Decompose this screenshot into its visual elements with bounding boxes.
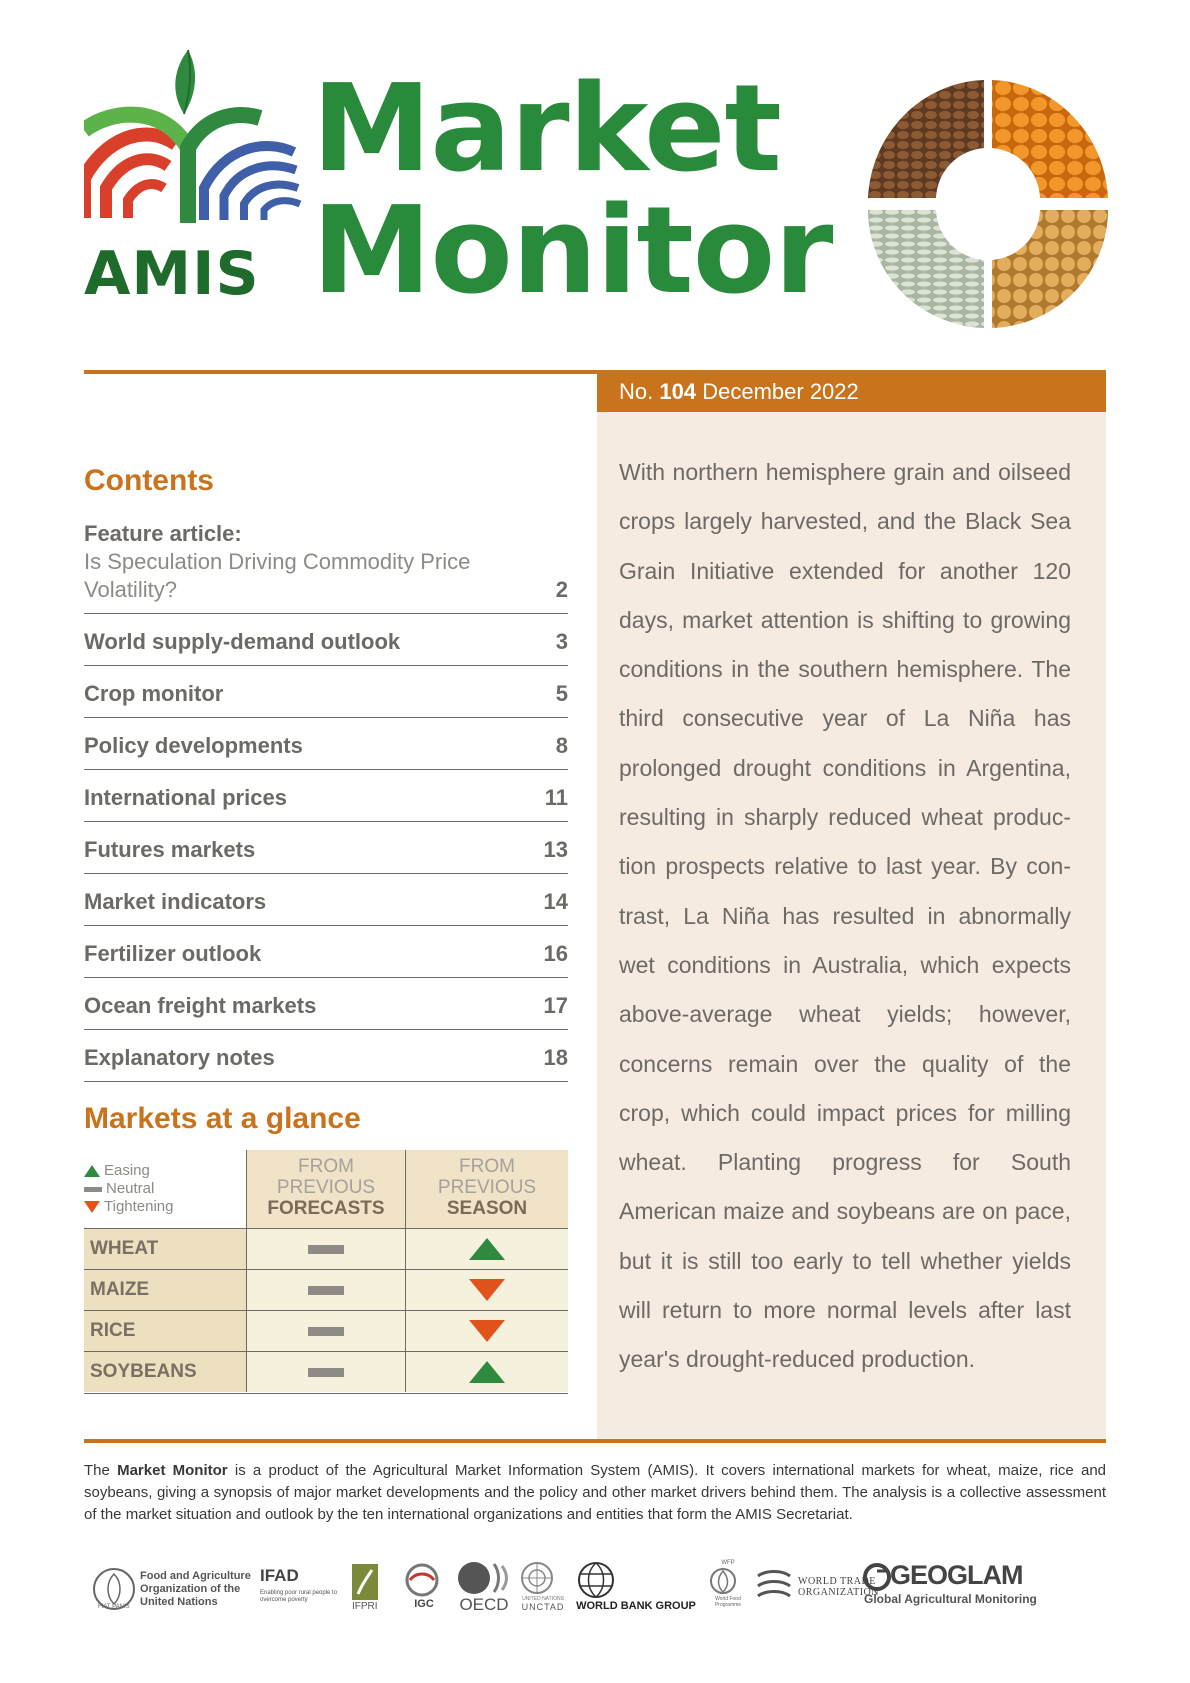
toc-item-page: 8 (555, 733, 568, 758)
neutral-icon (308, 1368, 344, 1377)
legend-tightening: Tightening (104, 1198, 174, 1215)
tightening-icon (469, 1279, 505, 1301)
season-indicator-cell (406, 1229, 568, 1269)
glance-row-maize (84, 1269, 568, 1310)
toc-item-title: Futures markets (84, 837, 256, 862)
season-indicator-cell (406, 1352, 568, 1392)
contents-heading: Contents (84, 464, 214, 497)
toc-item-title: Crop monitor (84, 681, 224, 706)
igc-logo[interactable] (404, 1562, 444, 1610)
forecast-indicator-cell (246, 1270, 406, 1310)
toc-item[interactable] (84, 770, 568, 822)
glance-row-soybeans (84, 1351, 568, 1392)
ifad-tagline: Enabling poor rural people to overcome poverty (260, 1590, 338, 1603)
world-bank-name: WORLD BANK GROUP (576, 1600, 696, 1612)
intro-text: With northern hemisphere grain and oilseed crops largely harvested, and the Black Sea Grain Initiative extended for another 120 days, market attention is shifting to growing conditions in the southern hemisphere. The third consecutive year of La Niña has prolonged drought conditions in Argentina, resulting in sharply reduced wheat production prospects relative to last year. By contrast, La Niña has resulted in abnormally wet conditions in Australia, which expects above-average wheat yields; however, concerns remain over the quality of the crop, which could impact prices for milling wheat. Planting progress for South American maize and soybeans are on pace, but it is still too early to tell whether yields will return to more normal levels after last year's drought-reduced production. (619, 459, 1071, 1373)
easing-icon (469, 1361, 505, 1383)
tightening-icon (469, 1320, 505, 1342)
toc-item-page: 14 (543, 889, 568, 914)
igc-name: IGC (414, 1598, 434, 1610)
footer-bold: Market Monitor (117, 1462, 228, 1479)
glance-heading: Markets at a glance (84, 1102, 361, 1135)
wto-name: WORLD TRADE ORGANIZATION (798, 1576, 879, 1598)
toc-item-title: World supply-demand outlook (84, 629, 401, 654)
col-a-line1: FROM (298, 1156, 354, 1177)
bottom-divider (84, 1439, 1106, 1443)
ifpri-name: IFPRI (352, 1601, 378, 1612)
geoglam-name: GEOGLAM (890, 1560, 1023, 1590)
col-b-line2: PREVIOUS (437, 1177, 537, 1198)
toc-item[interactable] (84, 718, 568, 770)
col-b-line3: SEASON (446, 1198, 528, 1219)
igc-globe-icon (404, 1562, 440, 1598)
toc-item-title: Market indicators (84, 889, 267, 914)
toc-item[interactable] (84, 614, 568, 666)
commodity-name: WHEAT (84, 1229, 246, 1269)
season-indicator-cell (406, 1311, 568, 1351)
oecd-logo[interactable] (456, 1560, 512, 1614)
world-bank-logo[interactable] (576, 1560, 696, 1612)
feature-label: Feature article: (84, 521, 242, 546)
markets-at-a-glance-table (84, 1150, 568, 1394)
forecast-indicator-cell (246, 1311, 406, 1351)
tightening-icon (84, 1201, 100, 1213)
toc-item-page: 13 (543, 837, 568, 862)
toc-feature-article[interactable] (84, 520, 568, 614)
geoglam-subtitle: Global Agricultural Monitoring (864, 1592, 1037, 1606)
unctad-logo[interactable] (518, 1560, 568, 1612)
unctad-name: UNCTAD (521, 1602, 565, 1612)
oecd-icon (456, 1560, 512, 1596)
world-bank-globe-icon (576, 1560, 616, 1600)
column-header-forecasts (246, 1150, 406, 1228)
column-header-season (406, 1150, 568, 1228)
amis-logo (84, 48, 304, 318)
glance-legend (84, 1162, 174, 1216)
forecast-indicator-cell (246, 1352, 406, 1392)
toc-item-page: 3 (555, 629, 568, 654)
toc-item-title: Fertilizer outlook (84, 941, 262, 966)
issue-prefix: No. (619, 379, 654, 404)
issue-number: 104 (659, 379, 697, 404)
toc-item[interactable] (84, 666, 568, 718)
amis-logo-text: AMIS (84, 239, 260, 309)
neutral-icon (308, 1245, 344, 1254)
partner-logos (84, 1560, 1106, 1632)
col-a-line3: FORECASTS (267, 1198, 385, 1219)
issue-date: December 2022 (702, 379, 859, 404)
toc-item[interactable] (84, 926, 568, 978)
toc-item-title: Ocean freight markets (84, 993, 317, 1018)
wto-icon (754, 1566, 794, 1606)
footer-rest: is a product of the Agricultural Market Information System (AMIS). It covers international markets for wheat, maize, rice and soybeans, giving a synopsis of major market developments and the policy and other market drivers behind them. The analysis is a collective assessment of the market situation and outlook by the ten international organizations and entities that form the AMIS Secretariat. (84, 1462, 1106, 1523)
easing-icon (469, 1238, 505, 1260)
col-a-line2: PREVIOUS (276, 1177, 376, 1198)
geoglam-icon (862, 1562, 892, 1592)
toc-item-title: Policy developments (84, 733, 303, 758)
masthead-title-line2: Monitor (312, 182, 833, 321)
toc-item-title: International prices (84, 785, 287, 810)
toc-item-page: 11 (544, 785, 568, 810)
intro-panel (597, 412, 1106, 1439)
commodity-name: RICE (84, 1311, 246, 1351)
grain-quadrants-image (868, 80, 1108, 328)
neutral-icon (308, 1327, 344, 1336)
un-emblem-icon (518, 1560, 556, 1596)
glance-row-wheat (84, 1228, 568, 1269)
ifad-name: IFAD (260, 1566, 299, 1585)
ifad-logo[interactable] (260, 1566, 340, 1604)
toc-item[interactable] (84, 1030, 568, 1082)
toc-item[interactable] (84, 874, 568, 926)
feature-title: Is Speculation Driving Commodity Price Volatility? (84, 549, 471, 602)
toc-item-page: 16 (543, 941, 568, 966)
glance-row-rice (84, 1310, 568, 1351)
toc-item[interactable] (84, 822, 568, 874)
footer-description (84, 1460, 1106, 1526)
footer-lead: The (84, 1462, 118, 1479)
issue-banner (597, 370, 1106, 412)
legend-neutral: Neutral (106, 1180, 155, 1197)
easing-icon (84, 1165, 100, 1177)
oecd-name: OECD (459, 1595, 509, 1614)
unctad-small: UNITED NATIONS (522, 1596, 564, 1602)
neutral-icon (308, 1286, 344, 1295)
wfp-emblem-icon (708, 1566, 738, 1596)
commodity-name: SOYBEANS (84, 1352, 246, 1392)
toc-item-page: 18 (543, 1045, 568, 1070)
fao-seal-text: FIAT PANIS (98, 1604, 130, 1610)
amis-arches-icon (84, 48, 304, 248)
commodity-name: MAIZE (84, 1270, 246, 1310)
season-indicator-cell (406, 1270, 568, 1310)
feature-page: 2 (555, 577, 568, 602)
toc-item-title: Explanatory notes (84, 1045, 275, 1070)
ifpri-icon (352, 1564, 378, 1600)
wfp-small: WFP (721, 1560, 735, 1566)
forecast-indicator-cell (246, 1229, 406, 1269)
ifpri-logo[interactable] (352, 1564, 392, 1612)
wfp-logo[interactable] (708, 1560, 748, 1608)
neutral-icon (84, 1187, 102, 1192)
fao-name: Food and Agriculture Organization of the United Nations (140, 1570, 251, 1608)
toc-item-page: 17 (543, 993, 568, 1018)
toc-item[interactable] (84, 978, 568, 1030)
wfp-name: World Food Programme (714, 1596, 742, 1608)
table-of-contents (84, 520, 568, 1082)
legend-easing: Easing (104, 1162, 150, 1179)
masthead-title-line1: Market (312, 60, 781, 199)
col-b-line1: FROM (459, 1156, 515, 1177)
toc-item-page: 5 (555, 681, 568, 706)
